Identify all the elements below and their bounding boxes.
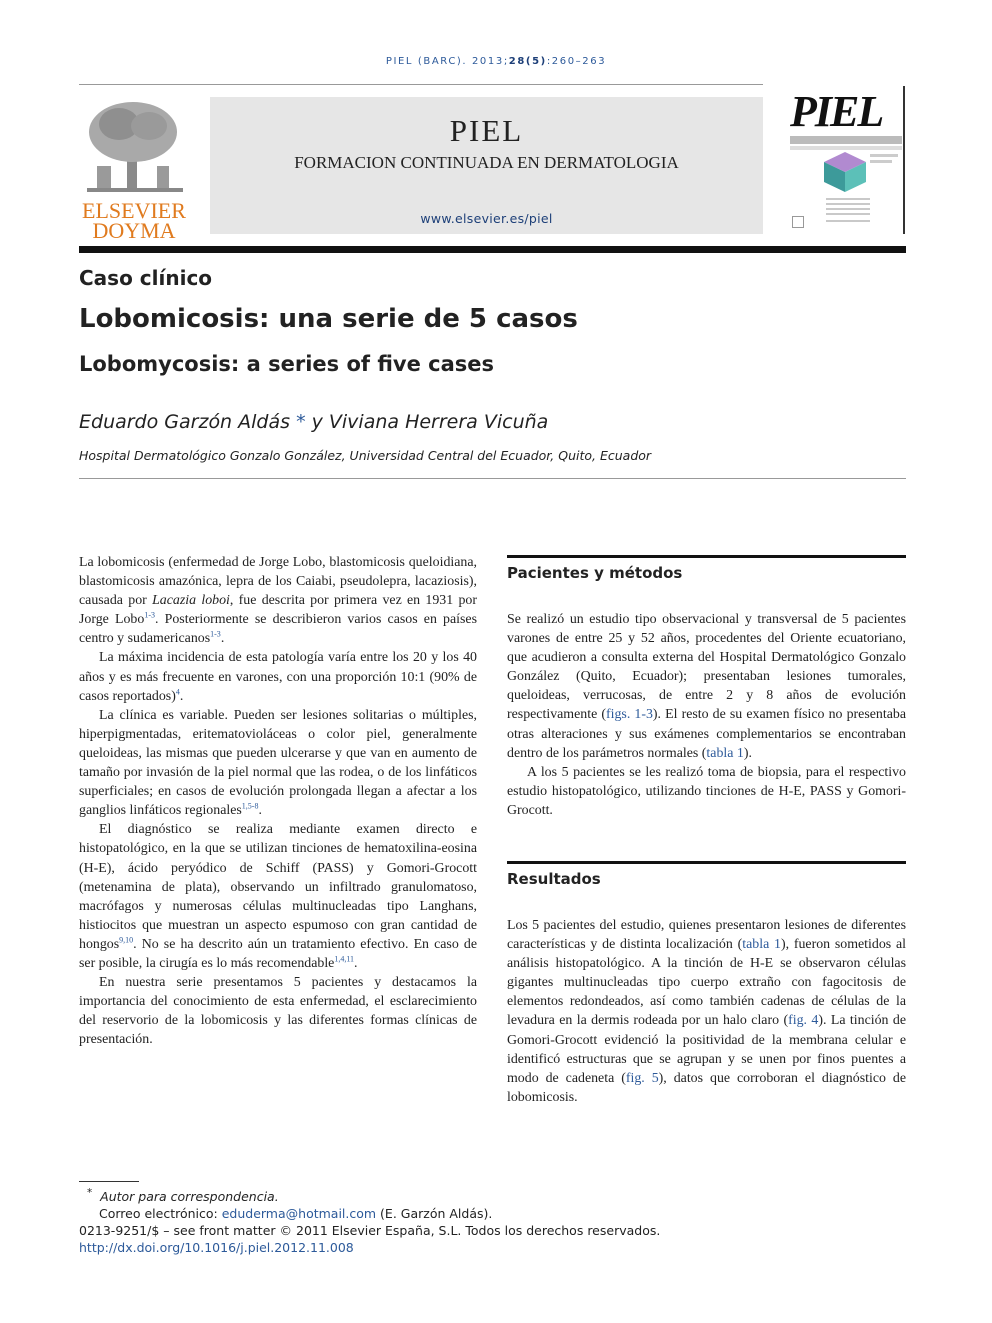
footnote-corr: * Autor para correspondencia. xyxy=(87,1187,279,1205)
article-title-en: Lobomycosis: a series of five cases xyxy=(79,352,494,376)
journal-banner xyxy=(210,97,763,234)
running-head: PIEL (BARC). 2013;28(5):260–263 xyxy=(385,56,607,67)
corresponding-author-mark[interactable]: * xyxy=(296,411,306,433)
figure-link[interactable]: fig. 4 xyxy=(788,1013,819,1029)
figure-link[interactable]: fig. 5 xyxy=(625,1070,659,1086)
citation-link[interactable]: 1,4,11 xyxy=(334,954,355,964)
paragraph: La clínica es variable. Pueden ser lesiones solitarias o múltiples, hiperpigmentadas, eritematovioláceas o color piel, generalmente queloideas, las mismas que pueden ulcerarse y que van en aumento de tamaño por invasión de la piel normal que las rodea, o de los linfáticos superficiales; en casos de evolución prolongada llegan a afectar a los ganglios linfáticos regionales$^{1,5-8}$. xyxy=(79,707,477,819)
section-heading-methods: Pacientes y métodos xyxy=(507,564,683,582)
paragraph: El diagnóstico se realiza mediante examen directo e histopatológico, en la que se utilizan tinciones de hematoxilina-eosina (H-E), ácido peryódico de Schiff (PASS) y Gomori-Grocott (metenamina de plata), observando un infiltrado granulomatoso, macrófagos y numerosas células multinucleadas tipo Langhans, histiocitos que muestran un aspecto espumoso con gran cantidad de hongos$^{9,10}$. No se ha descrito aún un tratamiento efectivo. En caso de ser posible, la cirugía es lo más recomendable$^{1,4,11}$. xyxy=(79,822,477,971)
footnote-rule xyxy=(79,1181,139,1182)
affiliation: Hospital Dermatológico Gonzalo González, Universidad Central del Ecuador, Quito, Ecuador xyxy=(79,448,652,463)
tree-icon xyxy=(79,96,189,196)
paragraph: A los 5 pacientes se les realizó toma de biopsia, para el respectivo estudio histopatológico, utilizando tinciones de H-E, PASS y Gomori-Grocott. xyxy=(507,764,906,818)
citation-link[interactable]: 1-3 xyxy=(144,610,155,620)
citation-link[interactable]: 4 xyxy=(175,687,180,697)
cover-line-a xyxy=(870,154,898,157)
paragraph: Se realizó un estudio tipo observacional y transversal de 5 pacientes varones de entre 25 y 52 años, procedentes del Oriente ecuatoriano, que acudieron a consulta externa del Hospital Dermatológico Gonzalo González (Quito, Ecuador); presentaban lesiones tumorales, queloideas, verrucosas, de entre 2 y 8 años de evolución respectivamente (figs. 1-3). El resto de su examen físico no presentaba otras alteraciones y sus exámenes complementarios se encontraban dentro de los parámetros normales (tabla 1). xyxy=(507,612,906,761)
section-rule xyxy=(507,555,906,558)
footnotes xyxy=(79,1185,660,1256)
cover-edge xyxy=(903,86,905,234)
journal-title: PIEL xyxy=(449,113,524,148)
citation-link[interactable]: 9,10 xyxy=(119,935,134,945)
authors: Eduardo Garzón Aldás * y Viviana Herrera Vicuña xyxy=(79,411,549,433)
journal-subtitle: FORMACION CONTINUADA EN DERMATOLOGIA xyxy=(294,153,679,172)
cover-emblem xyxy=(792,216,804,228)
article-title-es: Lobomicosis: una serie de 5 casos xyxy=(79,304,578,334)
cube-icon xyxy=(822,150,868,194)
copyright-line: 0213-9251/$ – see front matter © 2011 Elsevier España, S.L. Todos los derechos reservados. xyxy=(79,1223,661,1239)
cover-strip xyxy=(790,136,902,144)
paragraph: La máxima incidencia de esta patología varía entre los 20 y los 40 años y es más frecuente en varones, con una proporción 10:1 (90% de casos reportados)$^4$. xyxy=(79,650,477,704)
paragraph: La lobomicosis (enfermedad de Jorge Lobo, blastomicosis queloidiana, blastomicosis amazónica, lepra de los Caiabi, pseudolepra, lacaziosis), causada por Lacazia loboi, fue descrita por primera vez en 1931 por Jorge Lobo$^{1-3}$. Posteriormente se describieron varios casos en países centro y sudamericanos$^{1-3}$. xyxy=(79,555,478,647)
cover-line-d xyxy=(826,203,870,205)
body-right-methods xyxy=(507,610,906,820)
body-right-results xyxy=(507,916,906,1107)
body-left-column xyxy=(79,553,477,1049)
article-type: Caso clínico xyxy=(79,266,213,290)
doi-link[interactable]: http://dx.doi.org/10.1016/j.piel.2012.11.008 xyxy=(79,1240,354,1256)
masthead-rule xyxy=(79,246,906,253)
elsevier-logo xyxy=(79,96,189,243)
journal-url[interactable]: www.elsevier.es/piel xyxy=(420,211,553,226)
journal-cover xyxy=(786,86,906,236)
figure-link[interactable]: figs. 1-3 xyxy=(605,707,653,723)
citation-link[interactable]: 1,5-8 xyxy=(241,801,259,811)
citation-link[interactable]: 1-3 xyxy=(210,629,221,639)
email-link[interactable]: eduderma@hotmail.com xyxy=(221,1206,377,1222)
title-rule xyxy=(79,478,906,479)
cover-title: PIEL xyxy=(790,87,883,136)
cover-line-b xyxy=(870,160,892,163)
table-link[interactable]: tabla 1 xyxy=(706,745,744,761)
paragraph: En nuestra serie presentamos 5 pacientes y destacamos la importancia del conocimiento de esta enfermedad, el esclarecimiento del reservorio de la lobomicosis y las diferentes formas clínicas de presentación. xyxy=(79,975,477,1048)
cover-line-g xyxy=(826,220,870,222)
cover-line-f xyxy=(826,213,870,215)
header-rule xyxy=(79,84,763,85)
cover-line-c xyxy=(826,198,870,200)
publisher-name: ELSEVIER DOYMA xyxy=(82,198,186,243)
cover-line-e xyxy=(826,208,870,210)
paragraph: Los 5 pacientes del estudio, quienes presentaron lesiones de diferentes características y de distinta localización (tabla 1), fueron sometidos al análisis histopatológico. A la tinción de H-E se observaron células gigantes multinucleadas tipo cuerpo extraño con fagocitosis de elementos redondeados, así como también cadenas de células de la levadura en la dermis rodeada por un halo claro (fig. 4). La tinción de Gomori-Grocott evidenció la positividad de la membrana celular e identificó estructuras que se agrupan y se unen por finos puentes a modo de cadeneta (fig. 5), datos que corroboran el diagnóstico de lobomicosis. xyxy=(507,918,907,1105)
footnote-email: Correo electrónico: eduderma@hotmail.com (E. Garzón Aldás). xyxy=(99,1206,493,1222)
section-heading-results: Resultados xyxy=(507,870,601,888)
section-rule xyxy=(507,861,906,864)
table-link[interactable]: tabla 1 xyxy=(742,937,781,953)
